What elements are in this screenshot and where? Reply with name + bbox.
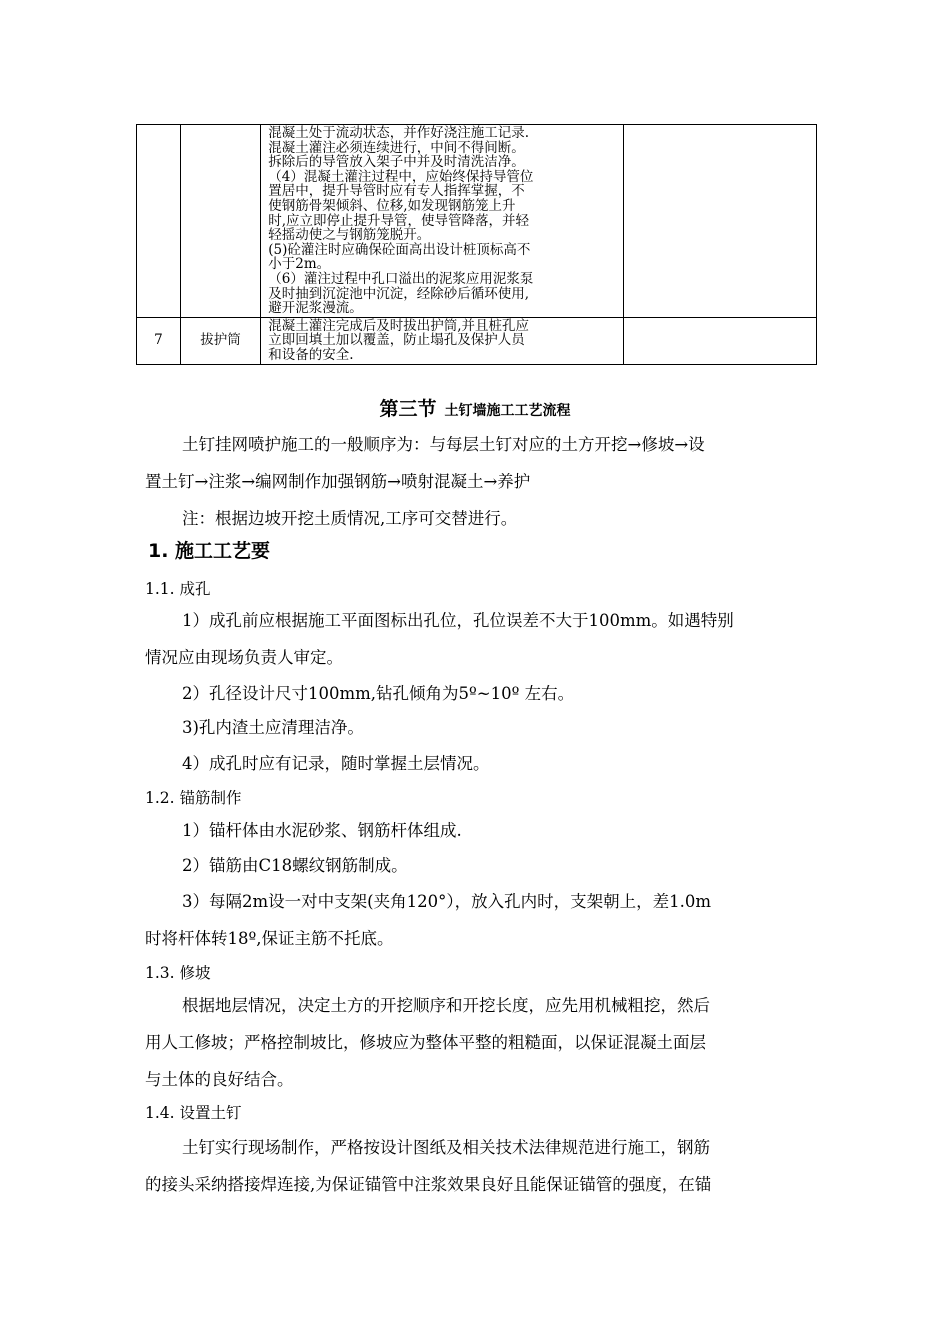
remark-cell xyxy=(624,317,817,364)
step-content-cell xyxy=(261,317,624,364)
paragraph: 根据地层情况，决定土方的开挖顺序和开挖长度，应先用机械粗挖，然后 xyxy=(182,996,710,1015)
section-title xyxy=(0,396,950,424)
table-row xyxy=(137,317,817,364)
content-line: 置居中，提升导管时应有专人指挥掌握，不 xyxy=(268,183,525,200)
paragraph: 1）成孔前应根据施工平面图标出孔位，孔位误差不大于100mm。如遇特别 xyxy=(182,611,734,630)
paragraph: 时将杆体转18º,保证主筋不托底。 xyxy=(145,929,394,948)
paragraph: 与土体的良好结合。 xyxy=(145,1070,294,1089)
paragraph: 的接头采纳搭接焊连接,为保证锚管中注浆效果良好且能保证锚管的强度，在锚 xyxy=(145,1175,712,1194)
content-line: 轻摇动使之与钢筋笼脱开。 xyxy=(268,227,431,244)
step-name-cell: 拔护筒 xyxy=(180,317,261,364)
note-paragraph: 注：根据边坡开挖土质情况,工序可交替进行。 xyxy=(182,509,518,528)
content-line: （4）混凝土灌注过程中，应始终保持导管位 xyxy=(268,168,534,185)
paragraph: 4）成孔时应有记录，随时掌握土层情况。 xyxy=(182,754,490,773)
step-name-cell xyxy=(180,125,261,318)
heading-1-2: 1.2. 锚筋制作 xyxy=(145,789,242,807)
content-line: 混凝土灌注完成后及时拔出护筒,并且桩孔应 xyxy=(268,317,530,334)
content-line: （6）灌注过程中孔口溢出的泥浆应用泥浆泵 xyxy=(268,270,534,287)
paragraph: 3)孔内渣土应清理洁净。 xyxy=(182,718,364,737)
paragraph: 置土钉→注浆→编网制作加强钢筋→喷射混凝土→养护 xyxy=(145,472,531,491)
content-line: 立即回填土加以覆盖，防止塌孔及保护人员 xyxy=(268,332,525,349)
content-line: 避开泥浆漫流。 xyxy=(268,300,363,317)
process-table xyxy=(136,124,817,365)
table-row xyxy=(137,125,817,318)
paragraph: 3）每隔2m设一对中支架(夹角120°），放入孔内时，支架朝上，差1.0m xyxy=(182,892,711,911)
content-line: 及时抽到沉淀池中沉淀，经除砂后循环使用, xyxy=(268,285,530,302)
remark-cell xyxy=(624,125,817,318)
heading-1-1: 1.1. 成孔 xyxy=(145,580,211,598)
content-line: 小于2m。 xyxy=(268,256,331,273)
content-line: 时,应立即停止提升导管，使导管降落，并轻 xyxy=(268,212,530,229)
content-line: 拆除后的导管放入架子中并及时清洗洁净。 xyxy=(268,154,525,171)
step-content-cell xyxy=(261,125,624,318)
paragraph: 土钉实行现场制作，严格按设计图纸及相关技术法律规范进行施工，钢筋 xyxy=(182,1138,710,1157)
paragraph: 土钉挂网喷护施工的一般顺序为：与每层土钉对应的土方开挖→修坡→设 xyxy=(182,435,705,454)
content-line: 混凝土处于流动状态，并作好浇注施工记录. xyxy=(268,125,530,141)
row-number-cell: 7 xyxy=(137,317,181,364)
content-line: (5)砼灌注时应确保砼面高出设计桩顶标高不 xyxy=(268,241,531,258)
row-number-cell xyxy=(137,125,181,318)
paragraph: 2）锚筋由C18螺纹钢筋制成。 xyxy=(182,856,408,875)
content-line: 使钢筋骨架倾斜、位移,如发现钢筋笼上升 xyxy=(268,197,516,214)
section-number: 第三节 xyxy=(379,398,437,420)
heading-1-3: 1.3. 修坡 xyxy=(145,964,211,982)
heading-1: 1. 施工工艺要 xyxy=(148,540,271,562)
content-line: 混凝土灌注必须连续进行，中间不得间断。 xyxy=(268,139,525,156)
paragraph: 用人工修坡；严格控制坡比，修坡应为整体平整的粗糙面，以保证混凝土面层 xyxy=(145,1033,706,1052)
paragraph: 2）孔径设计尺寸100mm,钻孔倾角为5º~10º 左右。 xyxy=(182,684,575,703)
paragraph: 1）锚杆体由水泥砂浆、钢筋杆体组成. xyxy=(182,821,462,840)
heading-1-4: 1.4. 设置土钉 xyxy=(145,1104,242,1122)
paragraph: 情况应由现场负责人审定。 xyxy=(145,648,343,667)
section-subtitle: 土钉墙施工工艺流程 xyxy=(444,403,571,419)
content-line: 和设备的安全. xyxy=(268,346,354,363)
